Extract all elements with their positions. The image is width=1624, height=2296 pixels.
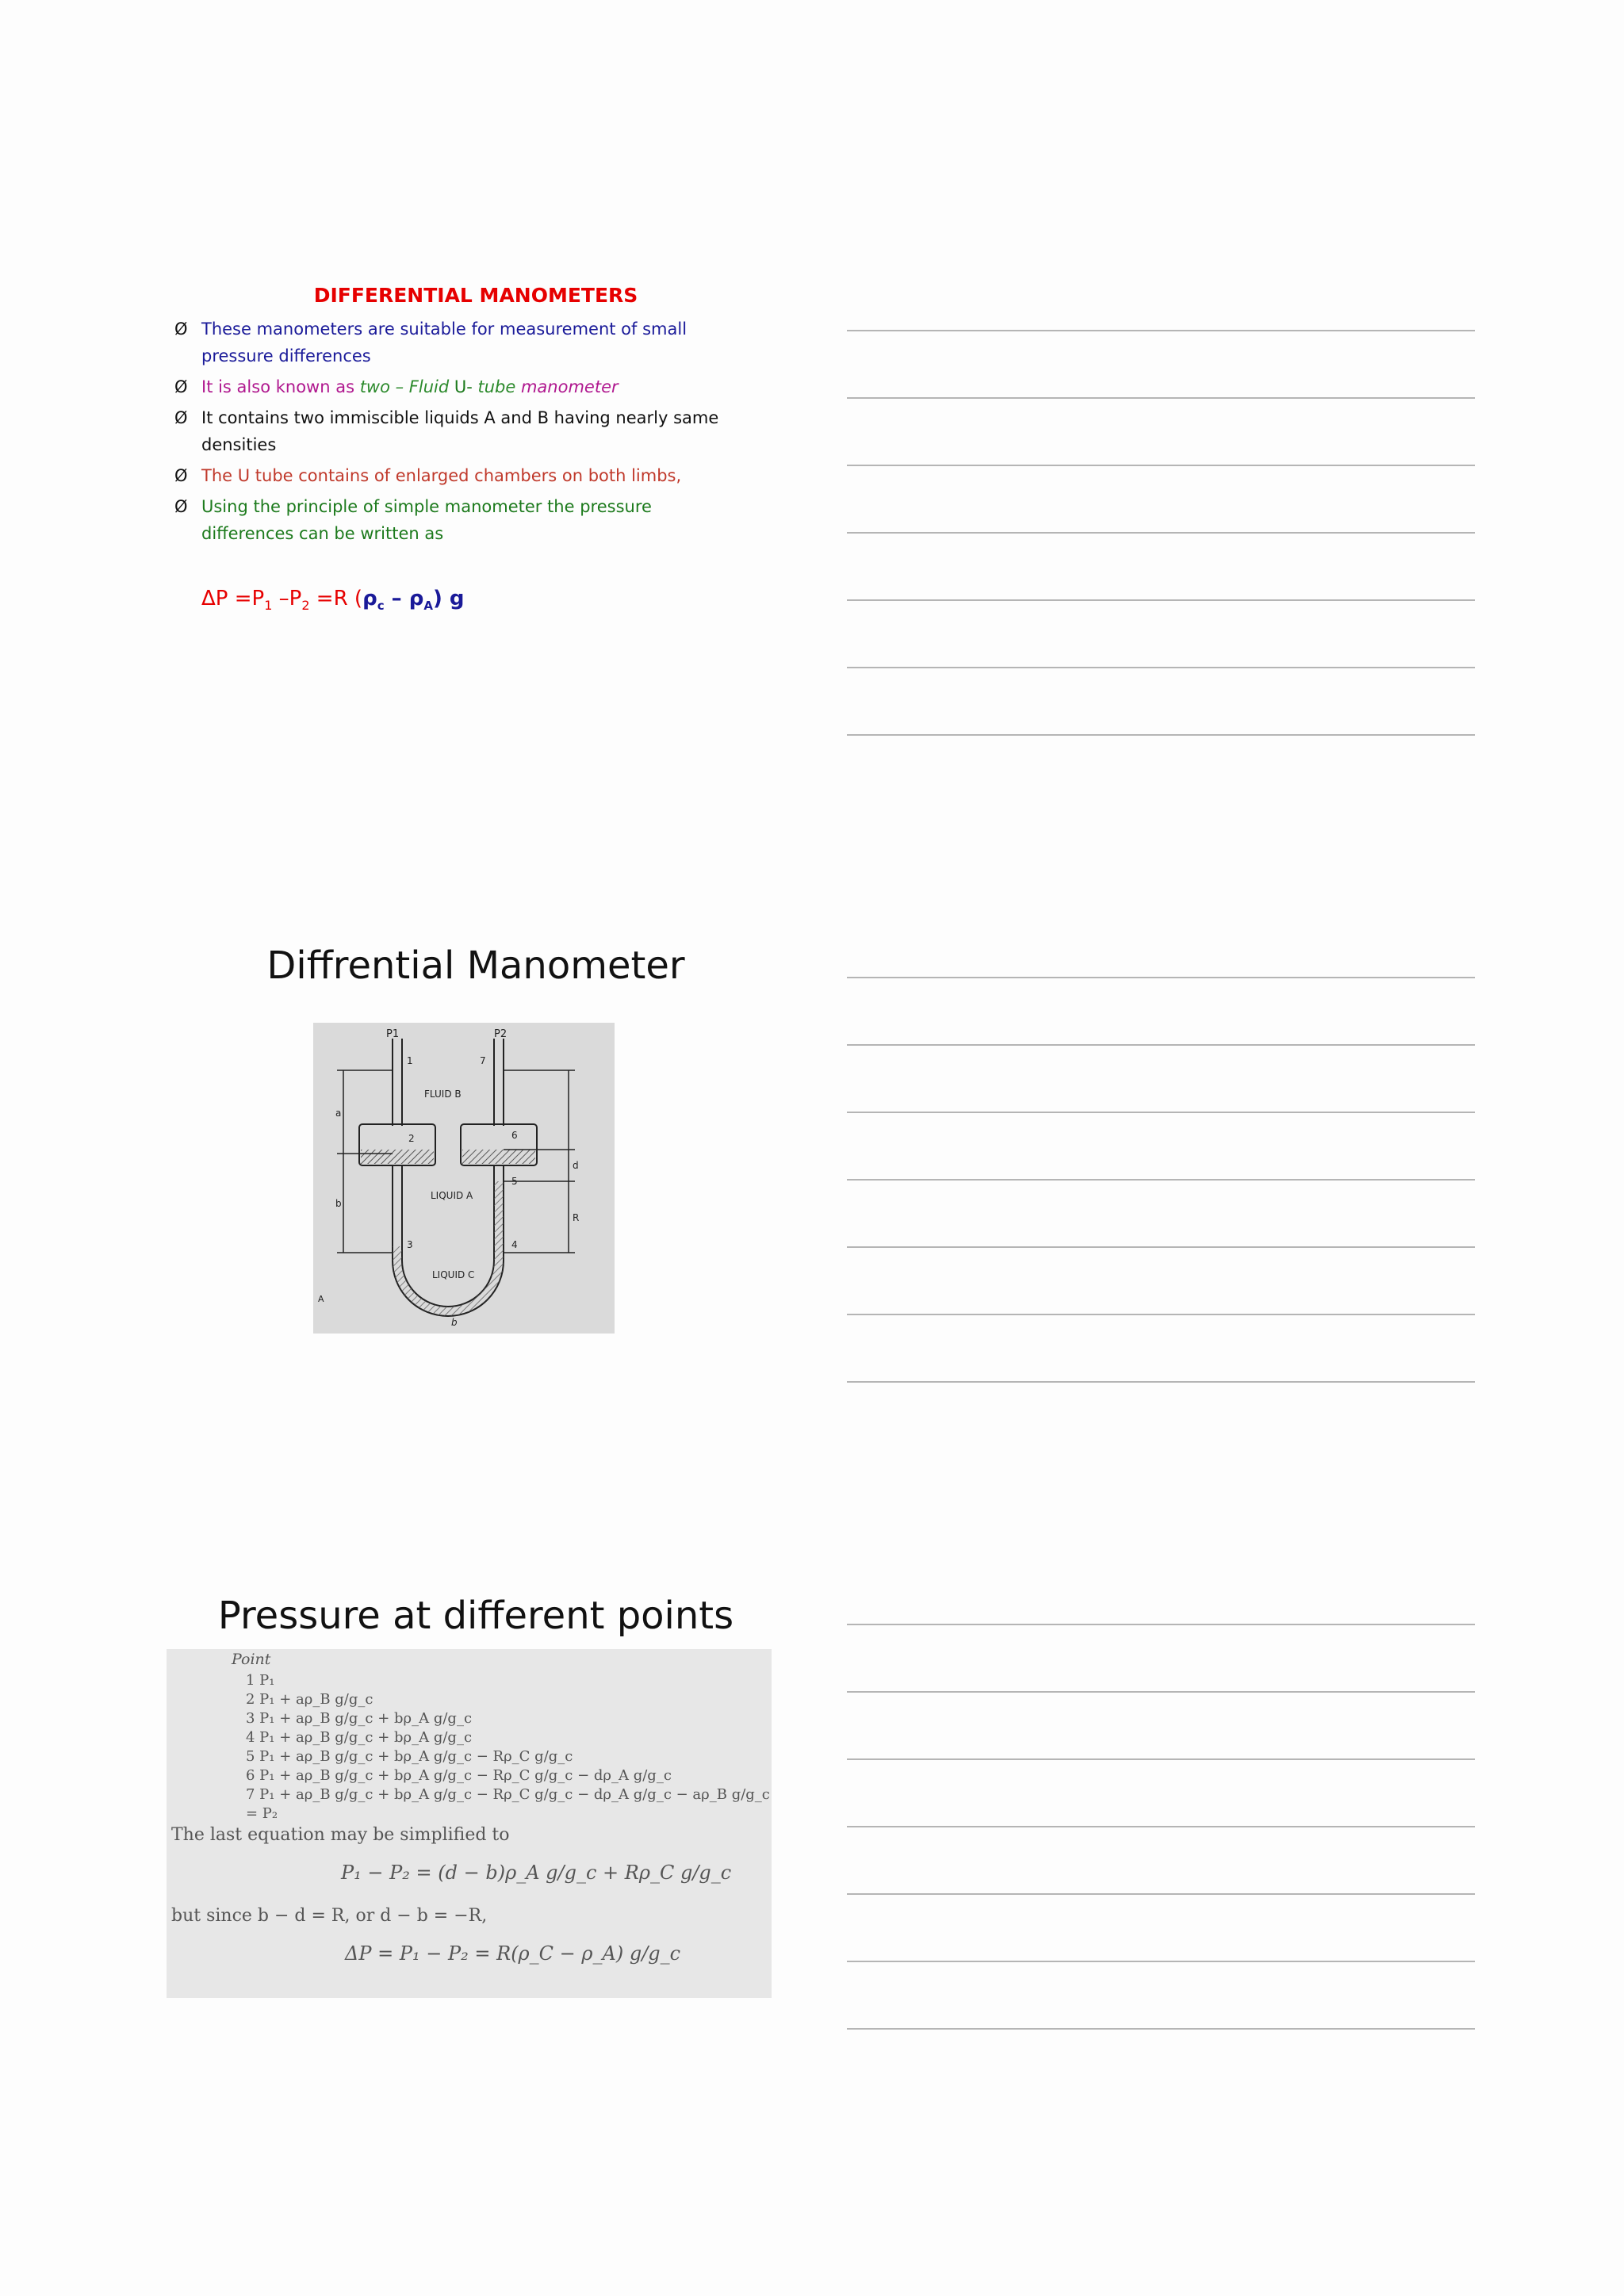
label-point-7: 7 <box>480 1055 486 1066</box>
note-line <box>847 1112 1475 1113</box>
note-line <box>847 1826 1475 1827</box>
note-line <box>847 532 1475 534</box>
label-b: b <box>335 1198 342 1209</box>
note-line <box>847 1381 1475 1383</box>
note-line <box>847 599 1475 601</box>
text-simplified: The last equation may be simplified to <box>171 1825 510 1845</box>
note-line <box>847 1179 1475 1181</box>
slide-title: Diffrential Manometer <box>266 943 685 988</box>
bullet-marker: Ø <box>174 320 188 339</box>
label-fluid-b: FLUID B <box>424 1089 462 1100</box>
point-rows: 1 P₁ 2 P₁ + aρ_B g/g_c 3 P₁ + aρ_B g/g_c + bρ_A g/g_c 4 P₁ + aρ_B g/g_c + bρ_A g/g_c 5 P₁ + aρ_B g/g_c + bρ_A g/g_c − Rρ_C g/g_c 6 P₁ + aρ_B g/g_c + bρ_A g/g_c − Rρ_C g/g_c − dρ_A g/g_c 7 P₁ + aρ_B g/g_c + bρ_A g/g_c − Rρ_C g/g_c − dρ_A g/g_c − aρ_B g/g_c = P₂ <box>246 1672 770 1822</box>
notes-lines-1 <box>847 270 1475 745</box>
label-p1: P1 <box>386 1028 400 1040</box>
bullet-list <box>174 316 777 551</box>
label-point-6: 6 <box>511 1130 518 1141</box>
bullet-item: Ø It contains two immiscible liquids A and B having nearly same densities <box>174 404 777 458</box>
slide-pressure-points <box>159 1586 793 2014</box>
bullet-marker: Ø <box>174 408 188 427</box>
note-line <box>847 977 1475 978</box>
label-a: a <box>335 1108 342 1119</box>
slide-differential-manometers <box>159 270 793 666</box>
note-line <box>847 397 1475 399</box>
bullet-item: Ø These manometers are suitable for measurement of small pressure differences <box>174 316 777 369</box>
bullet-marker: Ø <box>174 497 188 516</box>
slide-title: Pressure at different points <box>217 1594 734 1638</box>
label-point-4: 4 <box>511 1239 518 1250</box>
pressure-equations-image <box>167 1649 772 1998</box>
note-line <box>847 1314 1475 1315</box>
label-A: A <box>318 1294 324 1304</box>
bullet-item: Ø Using the principle of simple manometer the pressure differences can be written as <box>174 493 777 547</box>
note-line <box>847 734 1475 736</box>
label-b-caption: b <box>451 1317 458 1328</box>
note-line <box>847 1246 1475 1248</box>
bullet-item: Ø The U tube contains of enlarged chambers on both limbs, <box>174 462 777 489</box>
note-line <box>847 1961 1475 1962</box>
note-line <box>847 2028 1475 2030</box>
label-liquid-c: LIQUID C <box>432 1269 475 1280</box>
label-point-3: 3 <box>407 1239 413 1250</box>
slide-diffrential-manometer <box>159 936 793 1348</box>
pressure-difference-formula: $\Delta P =P_1$ $-P_2 =R$ $(\rho_c - \rho_A)$ g <box>201 587 465 614</box>
bullet-item: Ø It is also known as two – Fluid U- tube manometer <box>174 373 777 400</box>
label-point-2: 2 <box>408 1133 415 1144</box>
note-line <box>847 1624 1475 1625</box>
note-line <box>847 1691 1475 1693</box>
note-line <box>847 1044 1475 1046</box>
manometer-diagram <box>313 1023 615 1334</box>
note-line <box>847 1893 1475 1895</box>
label-R: R <box>573 1212 580 1223</box>
notes-lines-3 <box>847 1586 1475 2061</box>
note-line <box>847 1758 1475 1760</box>
bullet-marker: Ø <box>174 466 188 485</box>
label-d: d <box>573 1160 579 1171</box>
note-line <box>847 667 1475 668</box>
equation-2: ΔP = P₁ − P₂ = R(ρ_C − ρ_A) g/g_c <box>345 1942 681 1965</box>
equation-1: P₁ − P₂ = (d − b)ρ_A g/g_c + Rρ_C g/g_c <box>341 1862 732 1884</box>
label-point-1: 1 <box>407 1055 413 1066</box>
label-point-5: 5 <box>511 1176 518 1187</box>
manometer-svg <box>313 1023 615 1334</box>
notes-lines-2 <box>847 936 1475 1411</box>
note-line <box>847 330 1475 331</box>
note-line <box>847 465 1475 466</box>
bullet-marker: Ø <box>174 377 188 396</box>
slide-title: DIFFERENTIAL MANOMETERS <box>313 284 638 307</box>
point-header: Point <box>232 1651 271 1668</box>
label-p2: P2 <box>494 1028 508 1040</box>
label-liquid-a: LIQUID A <box>431 1190 473 1201</box>
text-since: but since b − d = R, or d − b = −R, <box>171 1906 488 1926</box>
